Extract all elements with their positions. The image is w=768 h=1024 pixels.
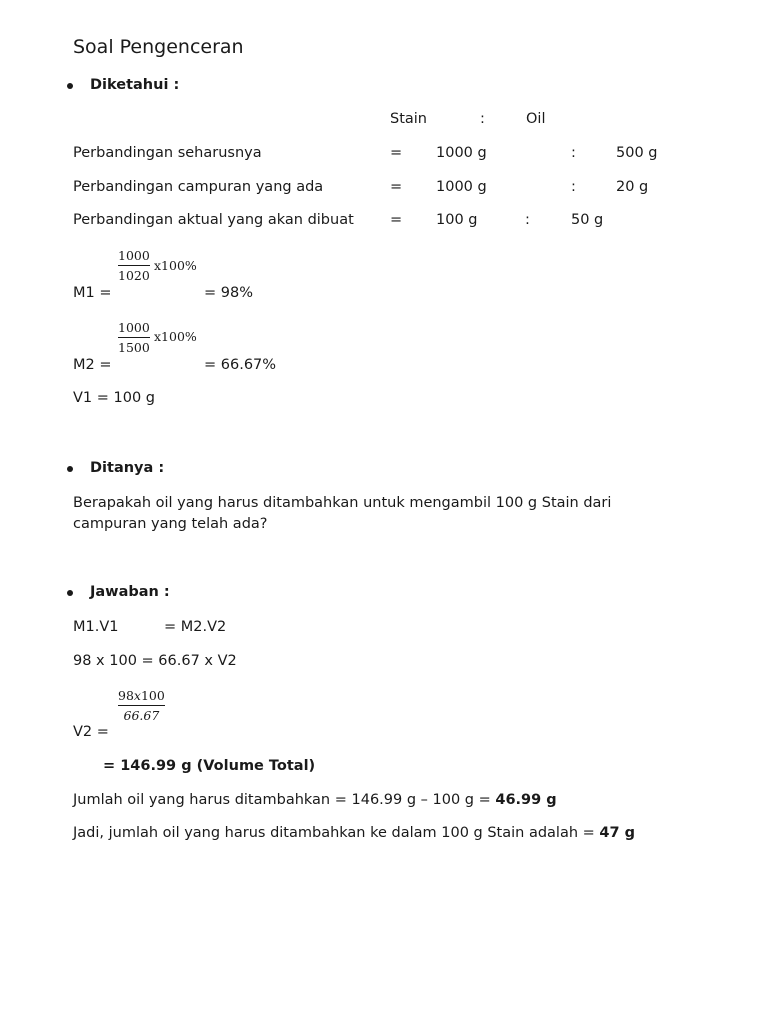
header-stain: Stain <box>390 111 427 127</box>
section-heading-ditanya: Ditanya : <box>90 460 165 476</box>
row-eq: = <box>390 145 403 161</box>
m1-denominator: 1020 <box>118 268 150 283</box>
v2-lhs: V2 = <box>73 724 109 740</box>
equation-line-1-right: = M2.V2 <box>164 619 227 635</box>
v2-fraction <box>118 688 165 723</box>
bullet-icon <box>67 466 73 472</box>
oil-amount-text: Jumlah oil yang harus ditambahkan = 146.99 g – 100 g = <box>73 792 496 808</box>
m2-lhs: M2 = <box>73 357 112 373</box>
m1-result: = 98% <box>204 285 253 301</box>
bullet-icon <box>67 83 73 89</box>
equation-line-2: 98 x 100 = 66.67 x V2 <box>73 653 237 669</box>
row-oil: 20 g <box>616 179 649 195</box>
row-colon: : <box>525 212 530 228</box>
v2-numerator-a: 98 <box>118 688 134 703</box>
row-oil: 500 g <box>616 145 658 161</box>
row-label: Perbandingan campuran yang ada <box>73 179 324 195</box>
section-heading-jawaban: Jawaban : <box>90 584 170 600</box>
row-stain: 1000 g <box>436 179 487 195</box>
m2-result: = 66.67% <box>204 357 277 373</box>
oil-amount-line <box>73 792 557 808</box>
v2-numerator-b: 100 <box>140 688 165 703</box>
m2-numerator: 1000 <box>118 320 150 335</box>
row-label: Perbandingan seharusnya <box>73 145 262 161</box>
row-colon: : <box>571 179 576 195</box>
v2-denominator: 66.67 <box>123 708 160 723</box>
header-colon: : <box>480 111 485 127</box>
row-oil: 50 g <box>571 212 604 228</box>
row-label: Perbandingan aktual yang akan dibuat <box>73 212 354 228</box>
conclusion-value: 47 g <box>599 825 636 841</box>
conclusion-text: Jadi, jumlah oil yang harus ditambahkan ke dalam 100 g Stain adalah = <box>73 825 600 841</box>
v2-result: = 146.99 g (Volume Total) <box>103 758 316 774</box>
fraction-bar <box>118 265 150 266</box>
conclusion-line <box>73 825 635 841</box>
row-colon: : <box>571 145 576 161</box>
header-oil: Oil <box>526 111 546 127</box>
row-eq: = <box>390 179 403 195</box>
v2-numerator <box>118 688 165 703</box>
equation-line-1-left: M1.V1 <box>73 619 119 635</box>
page-title: Soal Pengenceran <box>73 36 244 58</box>
m1-lhs: M1 = <box>73 285 112 301</box>
m1-multiplier: x100% <box>154 258 197 273</box>
m2-multiplier: x100% <box>154 329 197 344</box>
oil-amount-value: 46.99 g <box>495 792 557 808</box>
fraction-bar <box>118 337 150 338</box>
row-stain: 100 g <box>436 212 478 228</box>
bullet-icon <box>67 590 73 596</box>
section-heading-diketahui: Diketahui : <box>90 77 180 93</box>
row-stain: 1000 g <box>436 145 487 161</box>
v2-numerator-x: x <box>133 688 141 703</box>
m1-fraction <box>118 248 150 283</box>
m2-fraction <box>118 320 150 355</box>
row-eq: = <box>390 212 403 228</box>
v1-line: V1 = 100 g <box>73 390 156 406</box>
m2-denominator: 1500 <box>118 340 150 355</box>
question-text: Berapakah oil yang harus ditambahkan untuk mengambil 100 g Stain dari campuran yang telah ada? <box>73 495 612 532</box>
fraction-bar <box>118 705 165 706</box>
m1-numerator: 1000 <box>118 248 150 263</box>
